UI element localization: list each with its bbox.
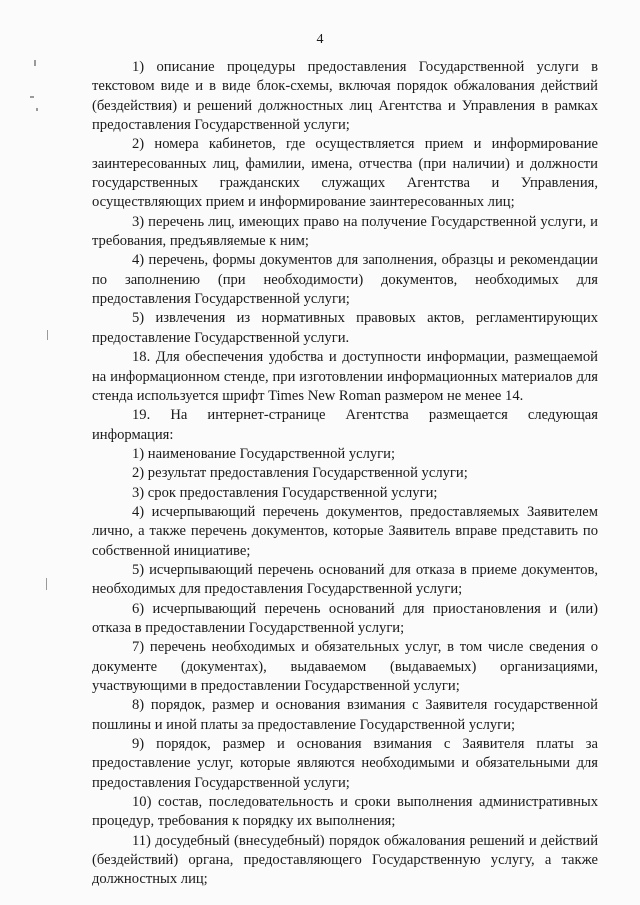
paragraph-web-item-5: 5) исчерпывающий перечень оснований для отказа в приеме документов, необходимых для предоставления Государственной услуги; — [92, 561, 598, 598]
paragraph-clause-19: 19. На интернет-странице Агентства размещается следующая информация: — [92, 407, 598, 443]
paragraph-item-4-document-forms: 4) перечень, формы документов для заполнения, образцы и рекомендации по заполнению (при необходимости) документов, необходимых для предоставления Государственной услуги; — [92, 252, 598, 308]
paragraph-item-2-office-numbers: 2) номера кабинетов, где осуществляется прием и информирование заинтересованных лиц, фамилии, имена, отчества (при наличии) и должности государственных гражданских служащих Агентства и Управления, осуществляющих прием и информирование заинтересованных лиц; — [92, 136, 598, 211]
paragraph-web-item-2: 2) результат предоставления Государственной услуги; — [132, 465, 468, 482]
paragraph-web-item-7: 7) перечень необходимых и обязательных услуг, в том числе сведения о документе (документах), выдаваемом (выдаваемых) организациями, участвующими в предоставлении Государственной услуги; — [92, 639, 598, 694]
scan-artifact-mark — [34, 60, 36, 66]
paragraph-web-item-8: 8) порядок, размер и основания взимания с Заявителя государственной пошлины и иной платы за предоставление Государственной услуги; — [92, 697, 598, 733]
paragraph-web-item-10: 10) состав, последовательность и сроки выполнения административных процедур, требования к порядку их выполнения; — [92, 794, 598, 830]
paragraph-web-item-4: 4) исчерпывающий перечень документов, предоставляемых Заявителем лично, а также перечень документов, которые Заявитель вправе представить по собственной инициативе; — [92, 503, 598, 559]
paragraph-item-1-description-procedure: 1) описание процедуры предоставления Государственной услуги в текстовом виде и в виде блок-схемы, включая порядок обжалования действий (бездействия) и решений должностных лиц Агентства и Управления в рамках предоставления Государственной услуги; — [92, 59, 598, 134]
paragraph-clause-18: 18. Для обеспечения удобства и доступности информации, размещаемой на информационном стенде, при изготовлении информационных материалов для стенда используется шрифт Times New Roman размером не менее 14. — [92, 349, 598, 404]
scan-artifact-mark — [30, 96, 34, 98]
page-number: 4 — [316, 32, 324, 47]
paragraph-item-5-legal-extracts: 5) извлечения из нормативных правовых актов, регламентирующих предоставление Государственной услуги. — [92, 310, 598, 346]
paragraph-web-item-11: 11) досудебный (внесудебный) порядок обжалования решений и действий (бездействий) органа, предоставляющего Государственную услугу, а также должностных лиц; — [92, 832, 598, 888]
paragraph-web-item-9: 9) порядок, размер и основания взимания с Заявителя платы за предоставление услуг, которые являются необходимыми и обязательными для предоставления Государственной услуги; — [92, 736, 598, 791]
paragraph-web-item-1: 1) наименование Государственной услуги; — [132, 445, 396, 462]
paragraph-web-item-6: 6) исчерпывающий перечень оснований для приостановления и (или) отказа в предоставлении Государственной услуги; — [92, 600, 598, 636]
scan-artifact-mark — [47, 330, 48, 340]
paragraph-item-3-eligible-persons: 3) перечень лиц, имеющих право на получение Государственной услуги, и требования, предъявляемые к ним; — [92, 213, 598, 250]
document-body — [92, 58, 598, 890]
scan-artifact-mark — [36, 108, 38, 111]
scan-artifact-mark — [46, 578, 47, 590]
paragraph-web-item-3: 3) срок предоставления Государственной услуги; — [132, 484, 438, 501]
